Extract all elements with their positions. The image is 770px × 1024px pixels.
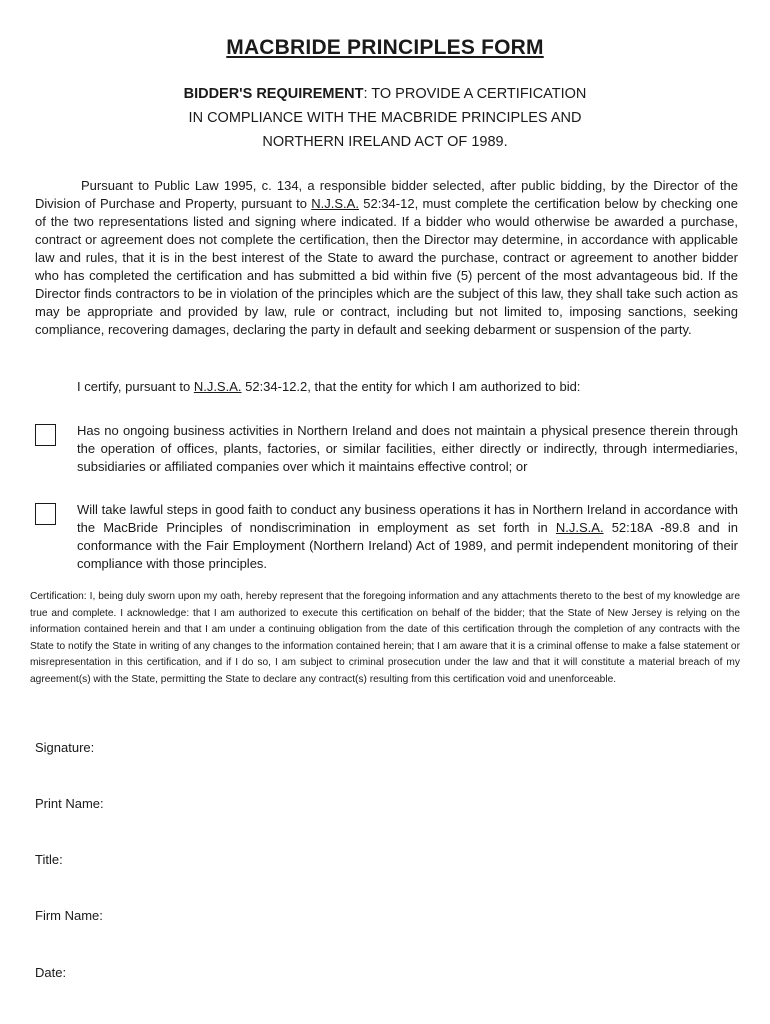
requirement-line-1: BIDDER'S REQUIREMENT: TO PROVIDE A CERTIFICATION — [183, 86, 587, 102]
date-label: Date: — [35, 965, 67, 980]
certification-statement: Certification: I, being duly sworn upon my oath, hereby represent that the foregoing information and any attachments thereto to the best of my knowledge are true and complete. I acknowledge: that I am authorized to execute this certification on behalf of the bidder; that the State of New Jersey is relying on the information contained herein and that I am under a continuing obligation from the date of this certification through the completion of any contracts with the State to notify the State in writing of any changes to the information contained herein; that I am aware that it is a criminal offense to make a false statement or misrepresentation in this certification, and if I do so, I am subject to criminal prosecution under the law and that it will constitute a material breach of my agreement(s) with the State, permitting the State to declare any contract(s) resulting from this certification void and unenforceable. — [30, 591, 740, 685]
option-1-text: Has no ongoing business activities in Northern Ireland and does not maintain a physical presence therein through the operation of offices, plants, factories, or similar facilities, either directly or indirectly, through intermediaries, subsidiaries or affiliated companies over which it maintains effective control; or — [77, 423, 738, 474]
public-law-paragraph: Pursuant to Public Law 1995, c. 134, a responsible bidder selected, after public bidding, by the Director of the Division of Purchase and Property, pursuant to N.J.S.A. 52:34-12, must complete the certification below by checking one of the two representations listed and signing where indicated. If a bidder who would otherwise be awarded a purchase, contract or agreement does not complete the certification, then the Director may determine, in accordance with applicable law and rules, that it is in the best interest of the State to award the purchase, contract or agreement to another bidder who has completed the certification and has submitted a bid within five (5) percent of the most advantageous bid. If the Director finds contractors to be in violation of the principles which are the subject of this law, they shall take such action as may be appropriate and provided by law, rule or contract, including but not limited to, imposing sanctions, seeking compliance, recovering damages, declaring the party in default and seeking debarment or suspension of the party. — [35, 178, 738, 337]
requirement-line-3: NORTHERN IRELAND ACT OF 1989. — [262, 134, 508, 150]
title-label: Title: — [35, 852, 63, 867]
requirement-label: BIDDER'S REQUIREMENT — [183, 86, 364, 102]
njsa-reference: N.J.S.A. — [311, 196, 359, 211]
print-name-label: Print Name: — [35, 796, 104, 811]
njsa-reference: N.J.S.A. — [193, 379, 242, 394]
form-title: MACBRIDE PRINCIPLES FORM — [226, 36, 544, 59]
option-2-checkbox[interactable] — [35, 503, 56, 525]
option-2-text: Will take lawful steps in good faith to conduct any business operations it has in Northern Ireland in accordance with the MacBride Principles of nondiscrimination in employment as set forth in N.J.S.A. 52:18A -89.8 and in conformance with the Fair Employment (Northern Ireland) Act of 1989, and permit independent monitoring of their compliance with those principles. — [77, 502, 738, 571]
signature-label: Signature: — [35, 740, 95, 755]
requirement-line-2: IN COMPLIANCE WITH THE MACBRIDE PRINCIPLES AND — [188, 110, 582, 126]
bidder-requirement — [0, 82, 770, 154]
firm-name-label: Firm Name: — [35, 908, 103, 923]
option-1-checkbox[interactable] — [35, 424, 56, 446]
njsa-reference: N.J.S.A. — [555, 520, 604, 535]
certify-statement: I certify, pursuant to N.J.S.A. 52:34-12.2, that the entity for which I am authorized to bid: — [77, 379, 581, 394]
